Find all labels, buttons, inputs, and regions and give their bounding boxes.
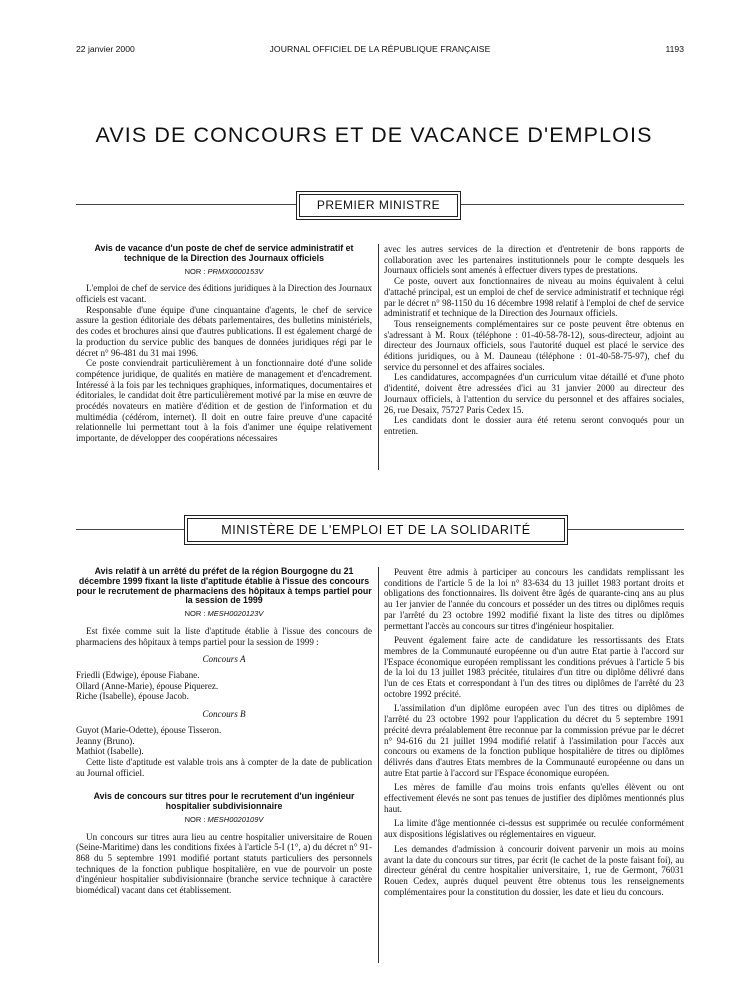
paragraph: Peuvent être admis à participer au concours les candidats remplissant les conditions de l'article 5 de la loi n° 83-634 du 13 juillet 1983 portant droits et obligations des fonctionnaires. Ils doivent être âgés de quarante-cinq ans au plus au 1er janvier de l'année du concours et posséder un des titres ou diplômes requis par l'arrêté du 23 octobre 1992 modifié fixant la liste des titres ou diplômes permettant l'accès au concours sur titres d'ingénieur hospitalier.	[384, 567, 684, 631]
paragraph: Les demandes d'admission à concourir doivent parvenir un mois au moins avant la date du concours sur titres, par écrit (le cachet de la poste faisant foi), au directeur général du centre hospitalier universitaire, 1, rue de Germont, 76031 Rouen Cedex, auprès duquel peuvent être obtenus tous les renseignements complémentaires pour la constitution du dossier, les date et lieu du concours.	[384, 843, 684, 897]
paragraph: Responsable d'une équipe d'une cinquantaine d'agents, le chef de service assure la gestion éditoriale des débats parlementaires, des bulletins ministériels, des codes et brochures ainsi que d'autres publications. Il est également chargé de la production du service public des banques de données juridiques régi par le décret n° 96-481 du 31 mai 1996.	[76, 304, 372, 358]
list-item: Guyot (Marie-Odette), épouse Tisseron.	[76, 724, 222, 735]
header-journal-name: JOURNAL OFFICIEL DE LA RÉPUBLIQUE FRANÇAISE	[269, 44, 491, 54]
column-left-section1	[76, 244, 372, 444]
paragraph: avec les autres services de la direction et d'entretenir de bons rapports de collaboration avec les partenaires institutionnels pour le compte desquels les Journaux officiels sont amenés à effectuer divers types de prestations.	[384, 244, 684, 276]
page-title: AVIS DE CONCOURS ET DE VACANCE D'EMPLOIS	[95, 123, 653, 147]
column-right-section1	[384, 244, 684, 437]
nor-reference: NOR : MESH0020123V	[184, 609, 264, 619]
paragraph: Un concours sur titres aura lieu au centre hospitalier universitaire de Rouen (Seine-Maritime) dans les conditions fixées à l'article 5-I (1°, a) du décret n° 91-868 du 5 septembre 1991 modifié portant statuts particuliers des personnels techniques de la fonction publique hospitalière, en vue de pourvoir un poste d'ingénieur hospitalier subdivisionnaire (branche service technique à caractère biomédical) vacant dans cet établissement.	[76, 831, 372, 896]
paragraph: Ce poste conviendrait particulièrement à un fonctionnaire doté d'une solide compétence juridique, de qualités en matière de management et d'encadrement. Intéressé à la fois par les techniques graphiques, informatiques, documentaires et éditoriales, le candidat doit être particulièrement motivé par la mise en œuvre de procédés novateurs en matière d'édition et de gestion de l'information et du multimédia (cédérom, internet). Il doit en outre faire preuve d'une capacité relationnelle lui permettant tout à la fois d'animer une équipe relativement importante, de développer des coopérations nécessaires	[76, 358, 372, 444]
column-right-section2	[384, 567, 684, 897]
nor-reference: NOR : MESH0020109V	[184, 814, 264, 824]
paragraph: L'emploi de chef de service des éditions juridiques à la Direction des Journaux officiels est vacant.	[76, 283, 372, 304]
paragraph: Peuvent également faire acte de candidature les ressortissants des Etats membres de la Communauté européenne ou d'un autre Etat partie à l'accord sur l'Espace économique européen remplissant les conditions prévues à l'article 5 bis de la loi du 13 juillet 1983 précitée, titulaires d'un titre ou diplôme délivré dans l'un de ces Etats et correspondant à l'un des titres ou diplômes de l'arrêté du 23 octobre 1992 précité.	[384, 635, 684, 699]
article-title: Avis de vacance d'un poste de chef de service administratif et technique de la Direction des Journaux officiels	[94, 243, 354, 263]
paragraph: L'assimilation d'un diplôme européen avec l'un des titres ou diplômes de l'arrêté du 23 octobre 1992 pour l'application du décret du 5 septembre 1991 précité devra préalablement être reconnue par la commission prévue par le décret n° 94-616 du 21 juillet 1994 modifié relatif à l'assimilation pour l'accès aux concours ou examens de la fonction publique hospitalière de titres ou diplômes délivrés dans d'autres Etats membres de la Communauté européenne ou dans un autre Etat partie à l'accord sur l'Espace économique européen.	[384, 703, 684, 778]
list-item: Mathiot (Isabelle).	[76, 746, 144, 757]
paragraph: La limite d'âge mentionnée ci-dessus est supprimée ou reculée conformément aux dispositions législatives ou réglementaires en vigueur.	[384, 818, 684, 840]
list-item: Jeanny (Bruno).	[76, 735, 135, 746]
nor-reference: NOR : PRMX0000153V	[184, 266, 264, 276]
header-page-number: 1193	[665, 44, 684, 54]
paragraph: Tous renseignements complémentaires sur ce poste peuvent être obtenus en s'adressant à M. Roux (téléphone : 01-40-58-78-12), sous-directeur, adjoint au directeur des Journaux officiels, sous l'autorité duquel est placé le service des éditions juridiques, ou à M. Dauneau (téléphone : 01-40-58-75-97), chef du service du personnel et des affaires sociales.	[384, 318, 684, 372]
list-item: Friedli (Edwige), épouse Fiabane.	[76, 670, 200, 680]
section-heading-ministere-emploi: MINISTÈRE DE L'EMPLOI ET DE LA SOLIDARITÉ	[187, 518, 565, 542]
column-divider	[378, 244, 379, 470]
article-title: Avis de concours sur titres pour le recrutement d'un ingénieur hospitalier subdivisionnaire	[93, 791, 355, 812]
paragraph: Les mères de famille d'au moins trois enfants qu'elles élèvent ou ont effectivement élevés ne sont pas tenues de justifier des diplômes mentionnés plus haut.	[384, 782, 684, 814]
subheading-concours-a: Concours A	[202, 654, 246, 665]
section-heading-premier-ministre: PREMIER MINISTRE	[299, 194, 458, 217]
subheading-concours-b: Concours B	[202, 709, 246, 720]
list-item: Ollard (Anne-Marie), épouse Piquerez.	[76, 680, 219, 691]
column-divider	[378, 567, 379, 963]
article-title: Avis relatif à un arrêté du préfet de la région Bourgogne du 21 décembre 1999 fixant la liste d'aptitude établie à l'issue des concours pour le recrutement de pharmaciens des hôpitaux à temps partiel pour la session de 1999	[76, 566, 372, 606]
paragraph: Les candidatures, accompagnées d'un curriculum vitae détaillé et d'une photo d'identité, doivent être adressées d'ici au 31 janvier 2000 au directeur des Journaux officiels, à l'attention du service du personnel et des affaires sociales, 26, rue Desaix, 75727 Paris Cedex 15.	[384, 372, 684, 415]
paragraph: Les candidats dont le dossier aura été retenu seront convoqués pour un entretien.	[384, 415, 684, 436]
header-date: 22 janvier 2000	[76, 44, 135, 54]
column-left-section2	[76, 567, 372, 896]
list-item: Riche (Isabelle), épouse Jacob.	[76, 691, 189, 702]
paragraph: Cette liste d'aptitude est valable trois ans à compter de la date de publication au Journal officiel.	[76, 756, 372, 778]
paragraph: Ce poste, ouvert aux fonctionnaires de niveau au moins équivalent à celui d'attaché principal, est un emploi de chef de service administratif et technique régi par le décret n° 98-1150 du 16 décembre 1998 relatif à l'emploi de chef de service administratif et technique de la Direction des Journaux officiels.	[384, 276, 684, 319]
paragraph: Est fixée comme suit la liste d'aptitude établie à l'issue des concours de pharmaciens des hôpitaux à temps partiel pour la session de 1999 :	[76, 625, 372, 647]
page-header	[76, 44, 684, 56]
